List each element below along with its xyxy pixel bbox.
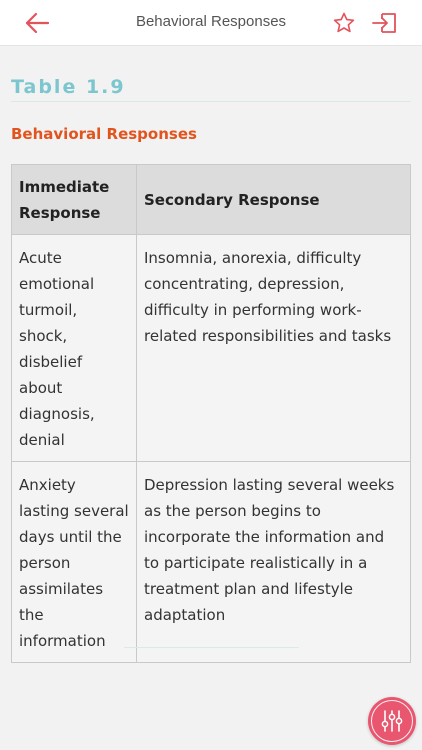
sliders-icon [379, 708, 405, 734]
table-number: Table 1.9 [11, 76, 126, 98]
table-header-row [12, 165, 411, 235]
table-row [12, 235, 411, 462]
table-cell: Depression lasting several weeks as the person begins to incorporate the information and to participate realistically in a treatment plan and lifestyle adaptation [137, 462, 411, 663]
arrow-left-icon [24, 12, 50, 34]
back-button[interactable] [22, 9, 52, 37]
page-title: Behavioral Responses [135, 13, 287, 30]
table-row [12, 462, 411, 663]
content-area [0, 46, 422, 750]
section-title: Behavioral Responses [11, 125, 197, 143]
divider [11, 101, 411, 102]
table-cell: Anxiety lasting several days until the person assimilates the information [12, 462, 137, 663]
favorite-button[interactable] [330, 9, 358, 37]
table-cell: Acute emotional turmoil, shock, disbelief about diagnosis, denial [12, 235, 137, 462]
tools-button[interactable] [368, 697, 416, 745]
table-cell: Insomnia, anorexia, difficulty concentrating, depression, difficulty in performing work-related responsibilities and tasks [137, 235, 411, 462]
responses-table [11, 164, 411, 663]
top-bar [0, 0, 422, 46]
column-header: Secondary Response [137, 165, 411, 235]
divider [124, 647, 299, 648]
star-outline-icon [332, 11, 356, 35]
exit-icon [369, 11, 399, 35]
column-header: Immediate Response [12, 165, 137, 235]
exit-button[interactable] [368, 9, 400, 37]
